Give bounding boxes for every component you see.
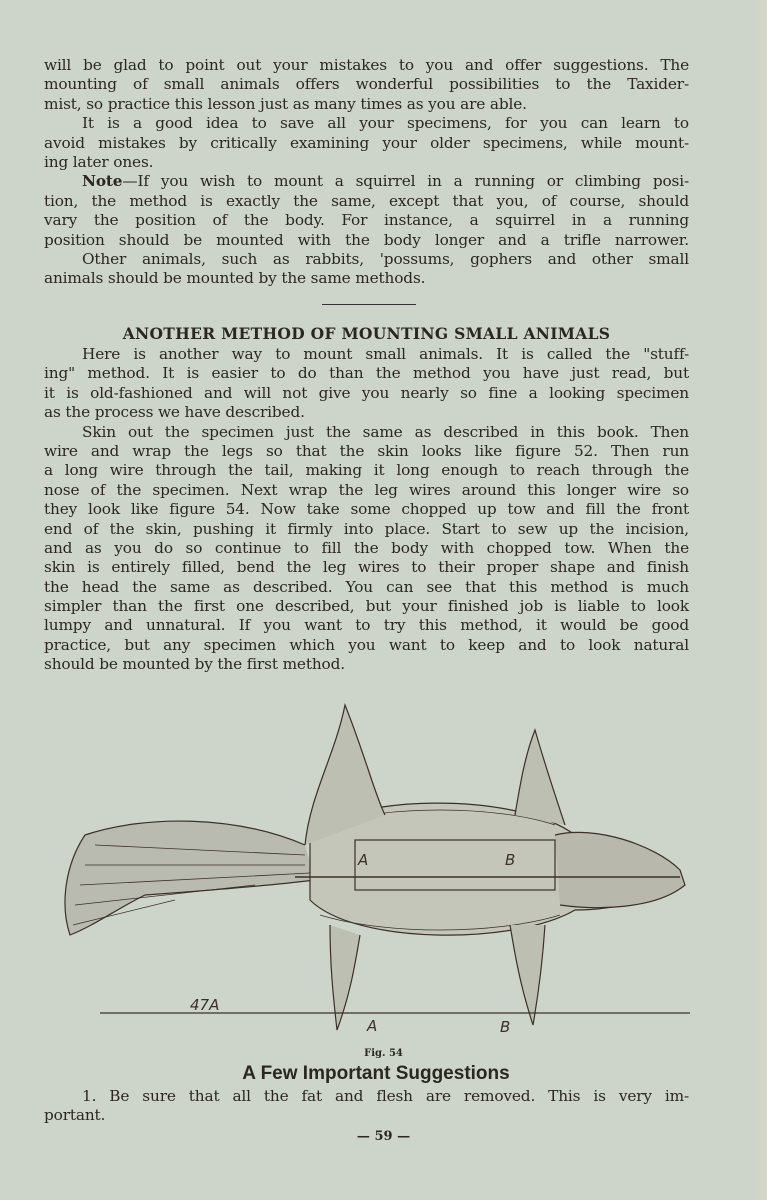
text-line: they look like figure 54. Now take some chopped up tow and fill the front [44,500,689,519]
body-label-a: A [358,851,369,869]
text-line: it is old-fashioned and will not give you nearly so fine a looking specimen [44,383,689,402]
tail-drawing [65,821,315,935]
text-line [44,172,689,191]
wire-label-47a: 47A [190,996,220,1014]
suggestions-list [44,1087,689,1126]
head-drawing [555,832,685,907]
wire-label-b: B [500,1018,511,1036]
text-line: Skin out the specimen just the same as described in this book. Then [82,422,689,441]
text-line: should be mounted by the first method. [44,655,345,674]
note-label: Note [82,172,123,191]
text-line: and as you do so continue to fill the body with chopped tow. When the [44,538,689,557]
text-line: ing later ones. [44,152,154,171]
text-line: ing" method. It is easier to do than the method you have just read, but [44,364,689,383]
page-edge [753,0,767,1200]
text-line: will be glad to point out your mistakes to you and offer suggestions. The [44,56,689,74]
text-line: a long wire through the tail, making it long enough to reach through the [44,461,689,480]
text-line: end of the skin, pushing it firmly into place. Start to sew up the incision, [44,519,689,538]
text-line: Other animals, such as rabbits, 'possums, gophers and other small [82,249,689,268]
text-line: It is a good idea to save all your specimens, for you can learn to [82,114,689,133]
text-line-content: —If you wish to mount a squirrel in a running or climbing posi- [122,172,689,191]
body-label-b: B [505,851,516,869]
text-line: simpler than the first one described, but your finished job is liable to look [44,597,689,616]
wire-label-a: A [367,1017,378,1035]
page-number: — 59 — [356,1129,411,1144]
text-line: position should be mounted with the body longer and a trifle narrower. [44,230,689,249]
text-line: mounting of small animals offers wonderful possibilities to the Taxider- [44,75,689,94]
text-line: lumpy and unnatural. If you want to try this method, it would be good [44,616,689,635]
text-line: portant. [44,1106,106,1125]
text-line: 1. Be sure that all the fat and flesh are removed. This is very im- [82,1087,689,1105]
text-line: Here is another way to mount small animals. It is called the "stuff- [82,345,689,363]
text-line: wire and wrap the legs so that the skin looks like figure 52. Then run [44,441,689,460]
text-line: vary the position of the body. For instance, a squirrel in a running [44,211,689,230]
paragraphs-stuffing-method [44,345,689,675]
subheading: A Few Important Suggestions [242,1063,510,1084]
figure-54-squirrel-illustration [55,695,705,1040]
text-line: mist, so practice this lesson just as many times as you are able. [44,94,527,113]
figure-caption: Fig. 54 [364,1048,403,1059]
section-divider [322,304,416,305]
text-line: tion, the method is exactly the same, except that you, of course, should [44,191,689,210]
text-line: animals should be mounted by the same methods. [44,269,426,288]
section-heading: ANOTHER METHOD OF MOUNTING SMALL ANIMALS [122,324,611,343]
text-line: as the process we have described. [44,403,305,422]
text-line: practice, but any specimen which you want to keep and to look natural [44,635,689,654]
text-line: nose of the specimen. Next wrap the leg wires around this longer wire so [44,480,689,499]
text-line: the head the same as described. You can see that this method is much [44,577,689,596]
text-line: avoid mistakes by critically examining your older specimens, while mount- [44,133,689,152]
text-line: skin is entirely filled, bend the leg wires to their proper shape and finish [44,558,689,577]
paragraphs-intro [44,56,689,289]
